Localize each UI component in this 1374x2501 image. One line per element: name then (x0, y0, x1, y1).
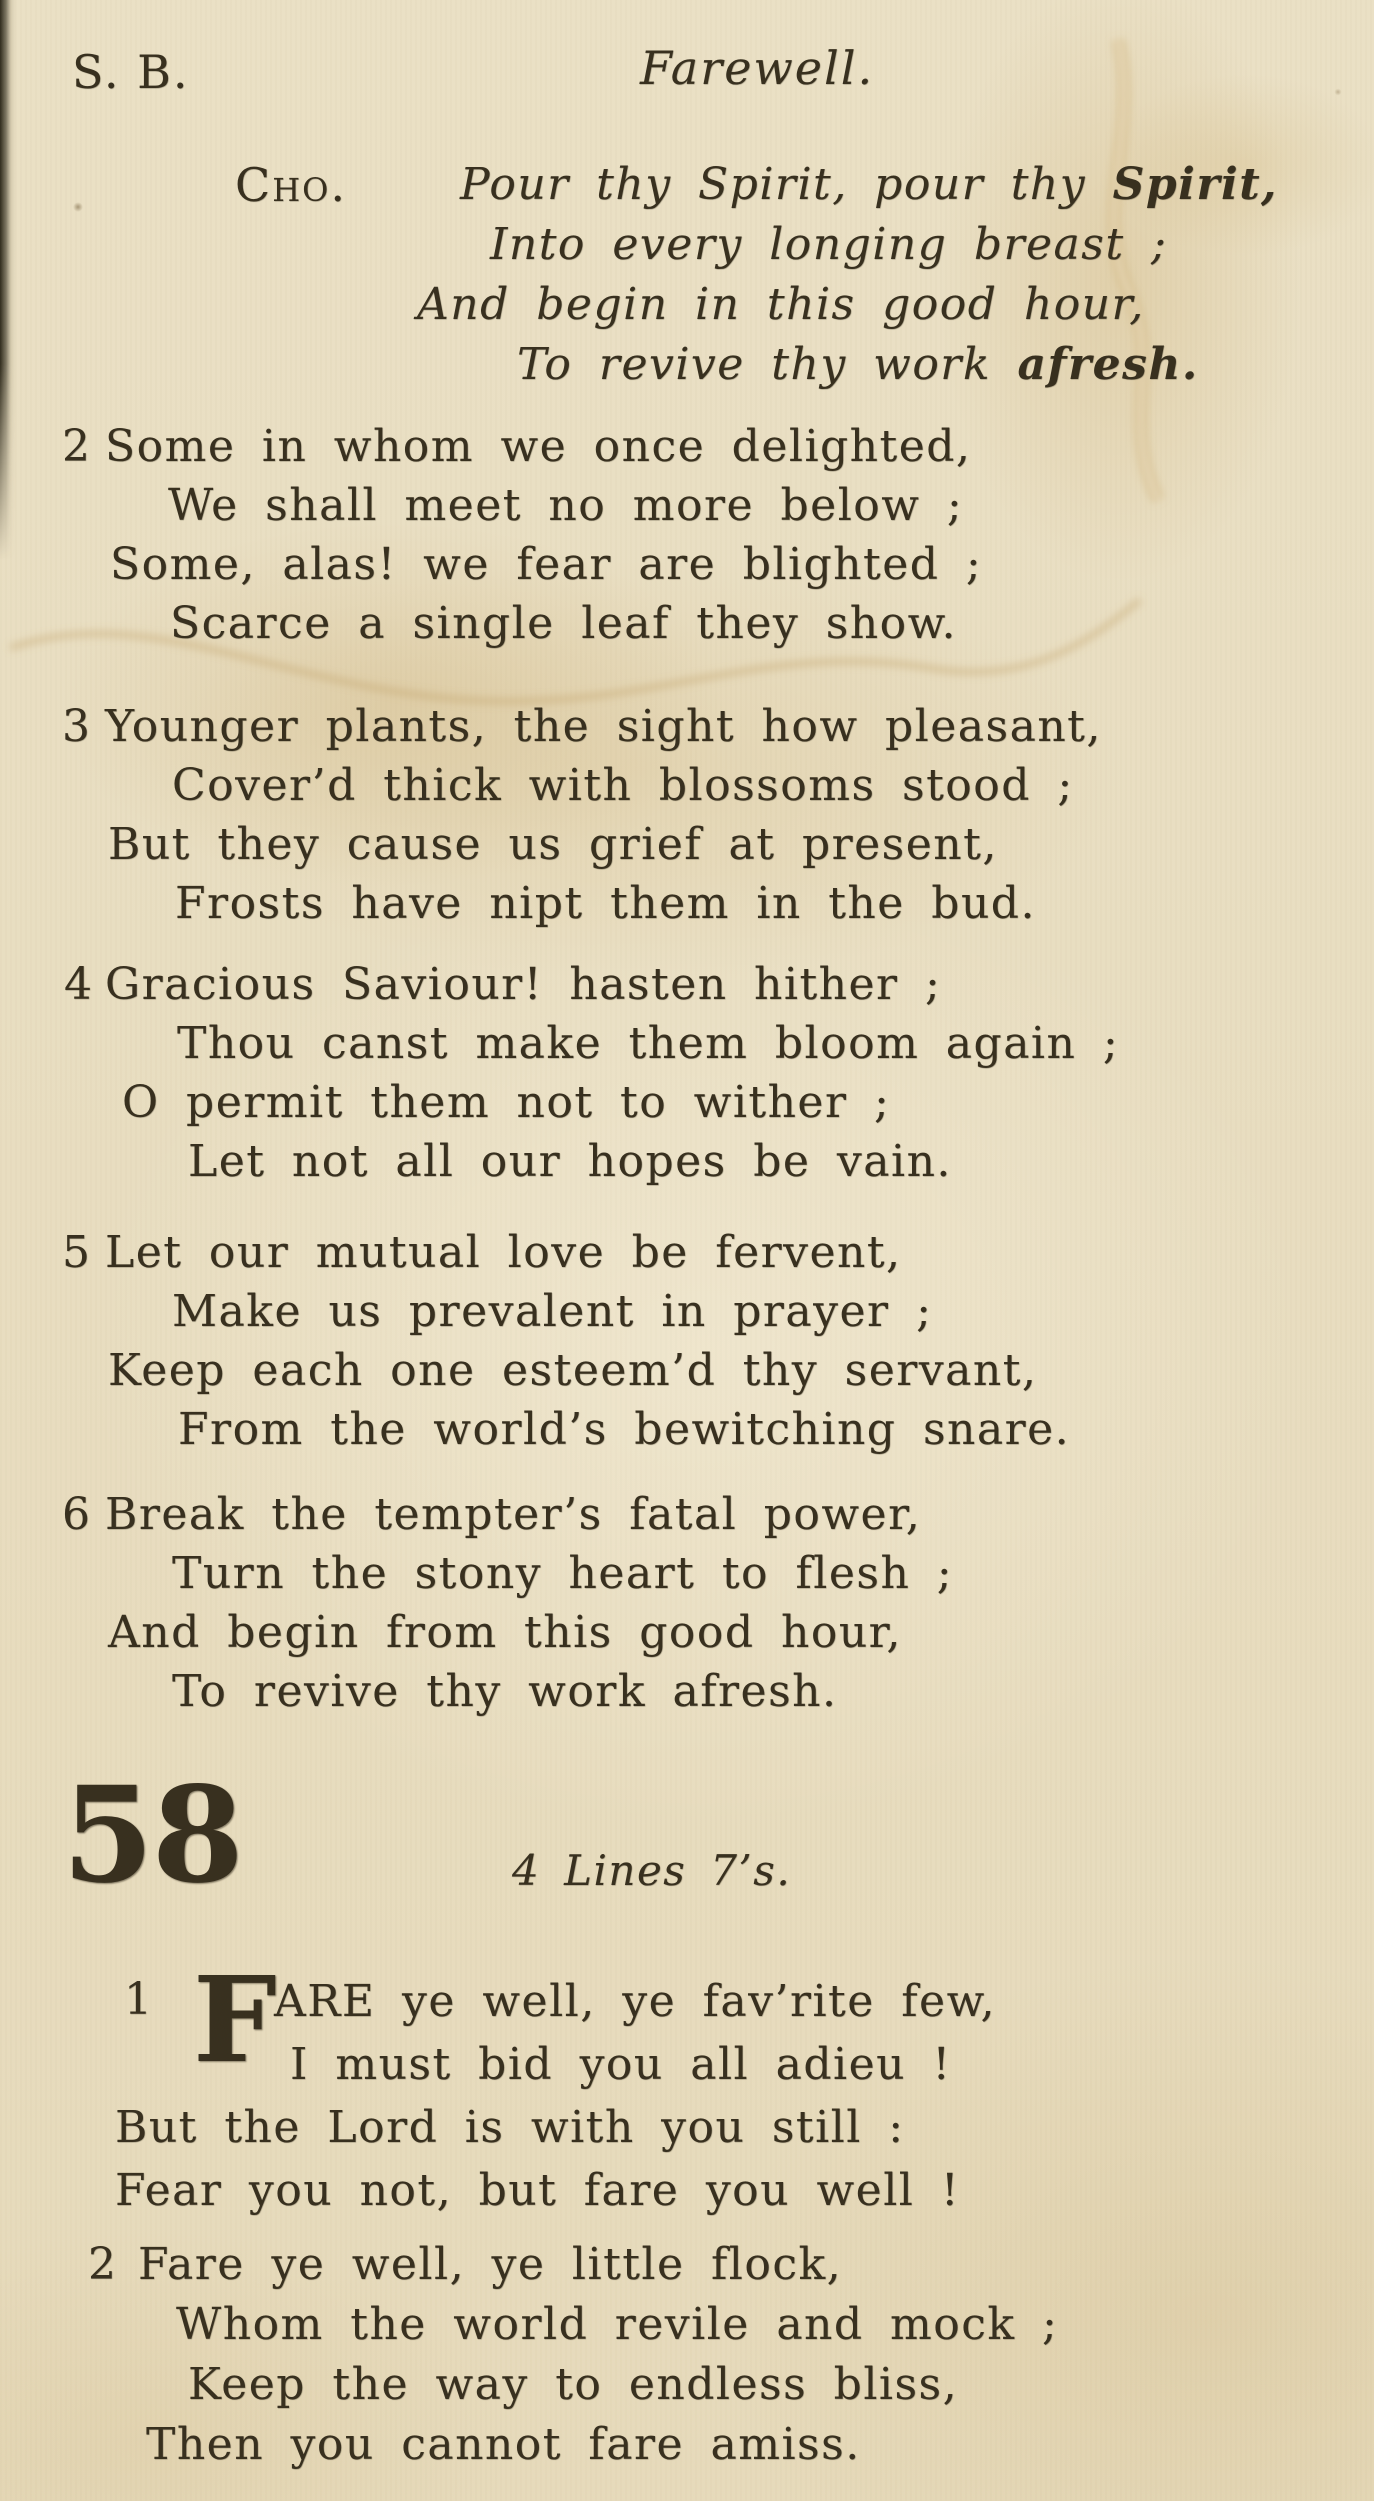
verse-line: Let our mutual love be fervent, (105, 1227, 902, 1278)
verse-line: ARE ye well, ye fav’rite few, (274, 1976, 997, 2027)
verse-4 (0, 955, 1374, 1191)
verse-line: Keep the way to endless bliss, (188, 2359, 959, 2410)
chorus-block (417, 155, 1278, 395)
verse-line: Keep each one esteem’d thy servant, (108, 1345, 1038, 1396)
chorus-line (417, 335, 1278, 395)
verse-5 (0, 1223, 1374, 1459)
verse-line: From the world’s bewitching snare. (178, 1404, 1071, 1455)
drop-cap-initial: F (193, 1950, 277, 2089)
verse-number: 3 (62, 701, 90, 752)
verse-number: 6 (62, 1489, 90, 1540)
verse-line: Turn the stony heart to flesh ; (172, 1548, 954, 1599)
verse-line: Gracious Saviour! hasten hither ; (105, 959, 942, 1010)
verse-line: O permit them not to wither ; (122, 1077, 891, 1128)
chorus-line-text: To revive thy work (517, 339, 1018, 390)
verse-line: Fear you not, but fare you well ! (115, 2165, 961, 2216)
verse-number: 1 (124, 1974, 152, 2025)
chorus-line-emphasis: afresh. (1017, 339, 1199, 390)
verse-number: 2 (88, 2239, 116, 2290)
hymn-number: 58 (62, 1758, 242, 1913)
verse-line: Scarce a single leaf they show. (170, 598, 958, 649)
verse-3 (0, 697, 1374, 933)
verse-1-hymn-58 (0, 1950, 1374, 2222)
verse-line: Break the tempter’s fatal power, (105, 1489, 922, 1540)
verse-line: Fare ye well, ye little flock, (138, 2239, 843, 2290)
verse-line: Whom the world revile and mock ; (176, 2299, 1059, 2350)
verse-line: Thou canst make them bloom again ; (177, 1018, 1120, 1069)
verse-line: Younger plants, the sight how pleasant, (105, 701, 1102, 752)
chorus-line-text: Pour thy Spirit, pour thy (460, 159, 1113, 210)
verse-line: Frosts have nipt them in the bud. (175, 878, 1036, 929)
verse-line: To revive thy work afresh. (172, 1666, 838, 1717)
verse-number: 4 (64, 959, 92, 1010)
verse-line: Some, alas! we fear are blighted ; (110, 539, 983, 590)
verse-line: Let not all our hopes be vain. (188, 1136, 952, 1187)
verse-line: I must bid you all adieu ! (290, 2039, 952, 2090)
chorus-label: Cho. (235, 158, 347, 212)
verse-2 (0, 417, 1374, 653)
verse-number: 5 (62, 1227, 90, 1278)
verse-line: But the Lord is with you still : (115, 2102, 905, 2153)
verse-number: 2 (62, 421, 90, 472)
running-title: Farewell. (640, 41, 875, 95)
verse-line: Make us prevalent in prayer ; (172, 1286, 933, 1337)
verse-line: But they cause us grief at present, (108, 819, 998, 870)
verse-line: And begin from this good hour, (108, 1607, 902, 1658)
verse-line: We shall meet no more below ; (168, 480, 964, 531)
verse-2-hymn-58 (0, 2235, 1374, 2475)
chorus-line (417, 155, 1278, 215)
signature-mark: S. B. (72, 45, 190, 99)
verse-6 (0, 1485, 1374, 1721)
verse-line: Some in whom we once delighted, (105, 421, 972, 472)
chorus-line: Into every longing breast ; (490, 219, 1168, 270)
chorus-line: And begin in this good hour, (417, 279, 1145, 330)
chorus-line-emphasis: Spirit, (1112, 159, 1278, 210)
verse-line: Then you cannot fare amiss. (146, 2419, 861, 2470)
verse-line: Cover’d thick with blossoms stood ; (172, 760, 1074, 811)
hymn-meter: 4 Lines 7’s. (512, 1846, 792, 1895)
